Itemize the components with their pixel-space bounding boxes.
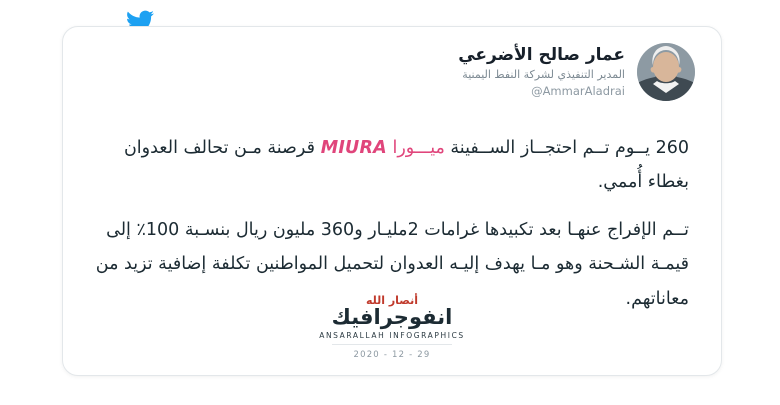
paragraph1-after: قرصنة مـن تحالف العدوان بغطاء أُممي. — [123, 138, 689, 193]
publish-date: 2020 - 12 - 29 — [353, 350, 431, 360]
tweet-paragraph-2: تــم الإفراج عنهـا بعد تكبيدها غرامات 2مليـار و360 مليون ريال بنسـبة 100٪ إلى قيمـة الشـحنة وهو مـا يهدف إليـه العدوان لتحميل المواطنين تكلفة إضافية تزيد من معاناتهم. — [95, 220, 689, 309]
logo-divider — [332, 344, 452, 345]
logo-arabic-main: انفوجرافيك — [331, 304, 453, 329]
ship-name-latin: MIURA — [320, 138, 387, 158]
tweet-card — [62, 26, 722, 376]
logo-arabic-top: أنصار الله — [365, 293, 419, 307]
avatar — [637, 43, 695, 101]
ansarallah-infographics-logo — [319, 295, 465, 360]
logo-latin-subtitle: ANSARALLAH INFOGRAPHICS — [319, 330, 465, 340]
author-name: عمار صالح الأضرعي — [458, 44, 625, 65]
author-handle: @AmmarAladrai — [531, 84, 625, 99]
tweet-body — [95, 131, 689, 316]
paragraph1-before: 260 يــوم تــم احتجــاز الســفينة — [444, 138, 689, 158]
tweet-author-header — [458, 43, 695, 101]
author-role: المدير التنفيذي لشركة النفط اليمنية — [462, 67, 625, 81]
ship-name-arabic: ميـــورا — [392, 138, 445, 158]
tweet-paragraph-1 — [95, 131, 689, 199]
author-text-block — [458, 44, 625, 101]
card-footer — [63, 295, 721, 362]
